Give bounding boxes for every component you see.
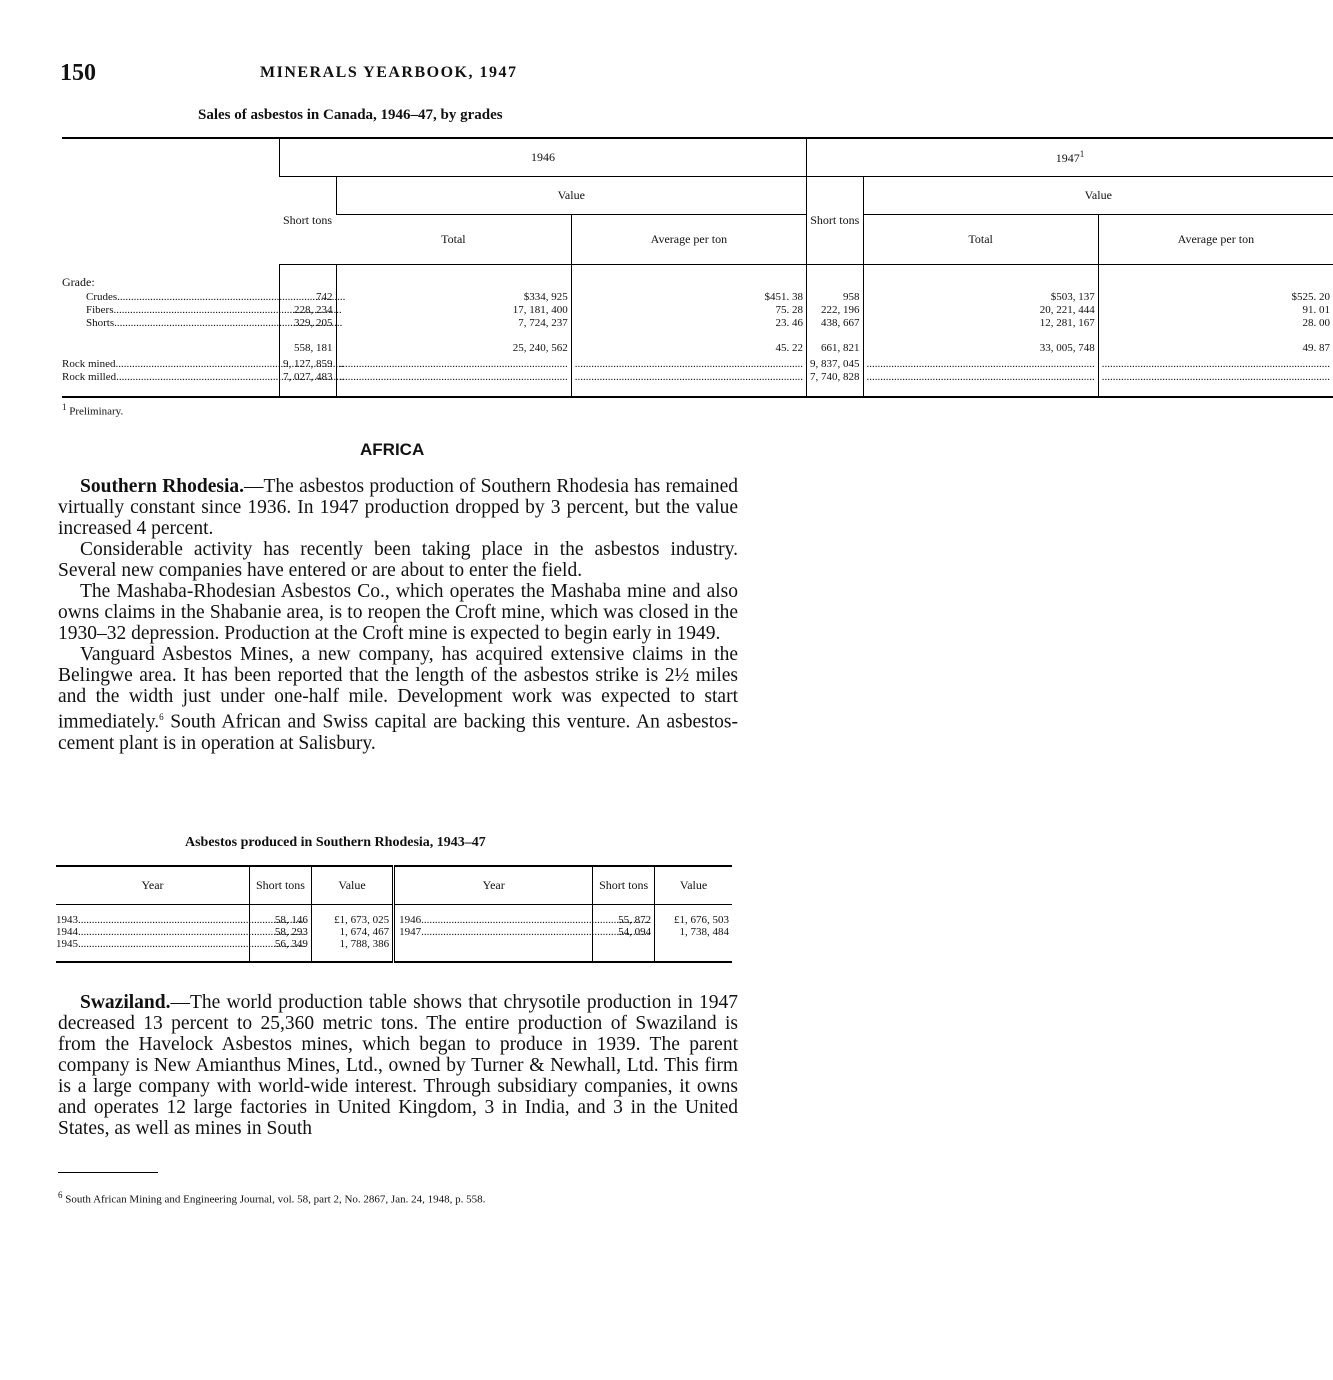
table-cell: 958: [807, 290, 864, 303]
empty-leader: [863, 357, 1098, 370]
row-label-text: Rock mined: [62, 357, 116, 370]
table-cell: 438, 667: [807, 316, 864, 329]
year-header: Year: [394, 866, 593, 904]
table-cell: 1, 738, 484: [655, 926, 732, 938]
row-label: [62, 303, 280, 316]
leader-dots: [78, 926, 306, 938]
avg-header: Average per ton: [1098, 214, 1333, 264]
table-cell: 7, 027, 483: [280, 370, 337, 383]
table-cell: $334, 925: [336, 290, 571, 303]
row-label-text: Crudes: [86, 290, 118, 303]
section-heading: AFRICA: [360, 440, 425, 459]
paragraph: Swaziland.—The world production table shows that chrysotile production in 1947 decreased 13 percent to 25,360 metric tons. The entire production of Swaziland is from the Havelock Asbestos mines, which began to produce in 1939. The parent company is New Amianthus Mines, Ltd., owned by Turner & Newhall, Ltd. This firm is a large company with world-wide interest. Through subsidiary companies, it owns and operates 12 large factories in United Kingdom, 3 in India, and 3 in the United States, as well as mines in South: [58, 992, 738, 1139]
table-cell: 7, 740, 828: [807, 370, 864, 383]
row-label: [394, 926, 593, 938]
table-cell: $503, 137: [863, 290, 1098, 303]
footnote-6: $^6$ South African Mining and Engineering Journal, vol. 58, part 2, No. 2867, Jan. 24, 1948, p. 558.: [58, 1190, 486, 1206]
total-header: Total: [863, 214, 1098, 264]
table1-footnote: $^1$ Preliminary.: [62, 402, 124, 418]
short-tons-header: Short tons: [250, 866, 312, 904]
table-cell: $525. 20: [1098, 290, 1333, 303]
avg-header: Average per ton: [571, 214, 806, 264]
empty-leader: [1098, 370, 1333, 383]
table-row: [62, 303, 1333, 316]
year-1947-header: 1947$^1$: [807, 138, 1333, 176]
table-cell: 54, 094: [593, 926, 655, 938]
table-row: [62, 370, 1333, 383]
row-label-text: Shorts: [86, 316, 115, 329]
running-head: MINERALS YEARBOOK, 1947: [260, 64, 518, 81]
paragraph: Considerable activity has recently been taking place in the asbestos industry. Several new companies have entered or are about to enter the field.: [58, 539, 738, 581]
table-cell: 222, 196: [807, 303, 864, 316]
table-cell: 55, 872: [593, 914, 655, 926]
empty-leader: [1098, 357, 1333, 370]
table-cell: 742: [280, 290, 337, 303]
table-cell: 23. 46: [571, 316, 806, 329]
paragraph: Vanguard Asbestos Mines, a new company, has acquired extensive claims in the Belingwe area. It has been reported that the length of the asbestos strike is 2½ miles and the width just under one-half mile. Development work was expected to start immediately.$^6$ South African and Swiss capital are backing this venture. An asbestos-cement plant is in operation at Salisbury.: [58, 644, 738, 754]
row-label-text: Fibers: [86, 303, 114, 316]
table-cell: 28. 00: [1098, 316, 1333, 329]
row-label: [56, 938, 250, 950]
row-label-text: 1945: [56, 938, 78, 950]
row-label-text: 1946: [399, 914, 422, 926]
table-cell: £1, 673, 025: [311, 914, 393, 926]
year-header: Year: [56, 866, 250, 904]
empty-cell: [593, 938, 655, 950]
table-cell: 329, 205: [280, 316, 337, 329]
grade-label: Grade:: [62, 275, 95, 289]
value-header: Value: [311, 866, 393, 904]
empty-leader: [336, 370, 571, 383]
row-label: [56, 926, 250, 938]
table-row: [62, 357, 1333, 370]
canada-sales-table: [62, 137, 1333, 398]
year-1946-header: 1946: [280, 138, 807, 176]
total-header: Total: [336, 214, 571, 264]
row-label: [394, 914, 593, 926]
leader-dots: [78, 914, 306, 926]
table-cell: £1, 676, 503: [655, 914, 732, 926]
leader-dots: [421, 926, 649, 938]
table1-title: Sales of asbestos in Canada, 1946–47, by grades: [198, 107, 503, 123]
leader-dots: [78, 938, 306, 950]
rhodesia-text: [58, 476, 738, 754]
swaziland-text: [58, 992, 738, 1139]
empty-leader: [571, 370, 806, 383]
empty-cell: [394, 938, 593, 950]
short-tons-header: Short tons: [807, 176, 864, 264]
table-cell: 17, 181, 400: [336, 303, 571, 316]
row-label-text: 1944: [56, 926, 78, 938]
table2-title: Asbestos produced in Southern Rhodesia, 1943–47: [185, 835, 486, 850]
table-cell: 91. 01: [1098, 303, 1333, 316]
row-label: [62, 357, 280, 370]
empty-leader: [571, 357, 806, 370]
table-cell: 58, 293: [250, 926, 312, 938]
table-cell: 56, 349: [250, 938, 312, 950]
table-row: [62, 290, 1333, 303]
value-header: Value: [655, 866, 732, 904]
leader-dots: [421, 914, 649, 926]
table-row: [56, 938, 732, 950]
row-label: [62, 290, 280, 303]
footnote-rule: [58, 1172, 158, 1173]
table-cell: 9, 127, 859: [280, 357, 337, 370]
table-cell: $451. 38: [571, 290, 806, 303]
empty-cell: [655, 938, 732, 950]
table-cell: 1, 788, 386: [311, 938, 393, 950]
table-row: [62, 316, 1333, 329]
empty-leader: [336, 357, 571, 370]
table-cell: 228, 234: [280, 303, 337, 316]
row-label-text: 1947: [399, 926, 422, 938]
table-cell: 20, 221, 444: [863, 303, 1098, 316]
table-cell: 1, 674, 467: [311, 926, 393, 938]
row-label: [62, 316, 280, 329]
table-row: [56, 926, 732, 938]
table-cell: 58, 146: [250, 914, 312, 926]
table-cell: 9, 837, 045: [807, 357, 864, 370]
short-tons-header: Short tons: [280, 176, 337, 264]
table-cell: 7, 724, 237: [336, 316, 571, 329]
rhodesia-production-table: [56, 865, 732, 963]
row-label-text: 1943: [56, 914, 78, 926]
value-header: Value: [863, 176, 1333, 214]
paragraph: Southern Rhodesia.—The asbestos production of Southern Rhodesia has remained virtually constant since 1936. In 1947 production dropped by 3 percent, but the value increased 4 percent.: [58, 476, 738, 539]
empty-leader: [863, 370, 1098, 383]
value-header: Value: [336, 176, 807, 214]
row-label-text: Rock milled: [62, 370, 117, 383]
table-row: [56, 914, 732, 926]
page-number: 150: [60, 60, 96, 86]
table-cell: 12, 281, 167: [863, 316, 1098, 329]
short-tons-header: Short tons: [593, 866, 655, 904]
row-label: [62, 370, 280, 383]
subtotal-row: 558, 181 25, 240, 562 45. 22 661, 821 33, 005, 748 49. 87: [62, 339, 1333, 357]
table-cell: 75. 28: [571, 303, 806, 316]
row-label: [56, 914, 250, 926]
paragraph: The Mashaba-Rhodesian Asbestos Co., which operates the Mashaba mine and also owns claims in the Shabanie area, is to reopen the Croft mine, which was closed in the 1930–32 depression. Production at the Croft mine is expected to begin early in 1949.: [58, 581, 738, 644]
leader-dots: [117, 291, 345, 303]
